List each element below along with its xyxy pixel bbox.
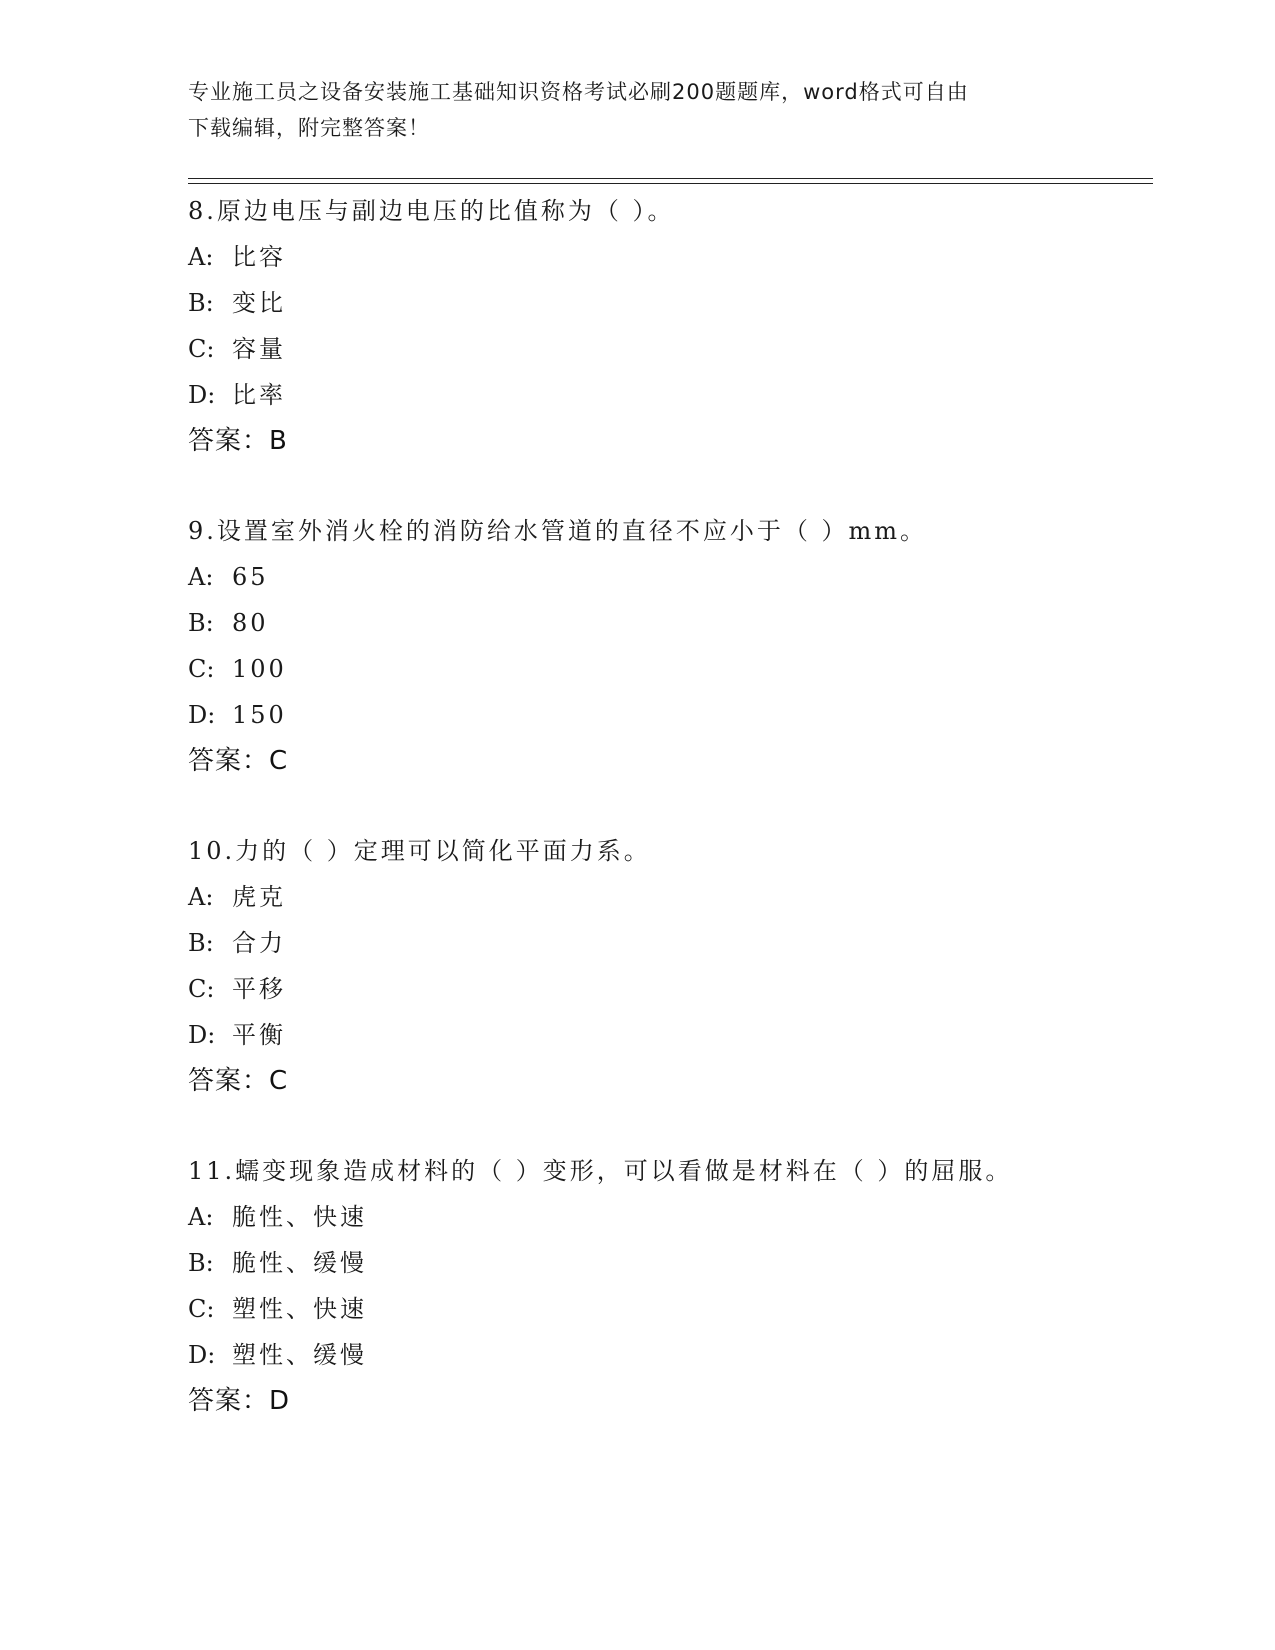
option-key: D: [188,1341,216,1369]
answer-line: 答案：B [188,426,288,456]
option-d [188,692,1148,738]
option-key: B: [188,929,214,957]
option-b [188,920,1148,966]
answer-line: 答案：C [188,746,289,776]
option-key: D: [188,1021,216,1049]
option-key: D: [188,381,216,409]
header-divider-bottom [188,183,1153,184]
option-a [188,874,1148,920]
option-key: A: [188,563,214,591]
option-d [188,1332,1148,1378]
answer-line: 答案：C [188,1066,289,1096]
option-key: C: [188,335,215,363]
option-d [188,1012,1148,1058]
option-text: 虎克 [232,883,286,911]
option-text: 100 [232,655,287,683]
option-text: 平移 [232,975,286,1003]
option-text: 脆性、快速 [232,1203,367,1231]
option-text: 平衡 [232,1021,286,1049]
option-b [188,280,1148,326]
option-text: 80 [232,609,269,637]
option-b [188,1240,1148,1286]
option-c [188,966,1148,1012]
option-text: 塑性、缓慢 [232,1341,367,1369]
option-text: 比容 [232,243,286,271]
option-a [188,234,1148,280]
option-text: 合力 [232,929,286,957]
document-header [188,74,1088,146]
option-key: D: [188,701,216,729]
option-key: C: [188,975,215,1003]
option-text: 脆性、缓慢 [232,1249,367,1277]
option-a [188,1194,1148,1240]
question-title: 11.蠕变现象造成材料的（ ）变形，可以看做是材料在（ ）的屈服。 [188,1157,1013,1185]
header-line-2: 下载编辑，附完整答案！ [188,116,430,140]
option-b [188,600,1148,646]
question-block [188,188,1148,464]
option-c [188,646,1148,692]
option-text: 容量 [232,335,286,363]
option-key: B: [188,609,214,637]
question-block [188,1148,1148,1424]
option-key: B: [188,1249,214,1277]
option-d [188,372,1148,418]
option-text: 变比 [232,289,286,317]
question-block [188,508,1148,784]
option-text: 150 [232,701,287,729]
option-key: A: [188,1203,214,1231]
option-key: C: [188,655,215,683]
option-c [188,326,1148,372]
header-line-1: 专业施工员之设备安装施工基础知识资格考试必刷200题题库，word格式可自由 [188,80,969,104]
option-key: C: [188,1295,215,1323]
option-text: 65 [232,563,269,591]
option-text: 比率 [232,381,286,409]
option-c [188,1286,1148,1332]
question-title: 10.力的（ ）定理可以简化平面力系。 [188,837,651,865]
answer-line: 答案：D [188,1386,291,1416]
option-key: A: [188,243,214,271]
option-key: A: [188,883,214,911]
option-text: 塑性、快速 [232,1295,367,1323]
option-key: B: [188,289,214,317]
option-a [188,554,1148,600]
header-divider-top [188,178,1153,179]
question-title: 8.原边电压与副边电压的比值称为（ ）。 [188,197,675,225]
question-block [188,828,1148,1104]
question-title: 9.设置室外消火栓的消防给水管道的直径不应小于（ ）mm。 [188,517,928,545]
